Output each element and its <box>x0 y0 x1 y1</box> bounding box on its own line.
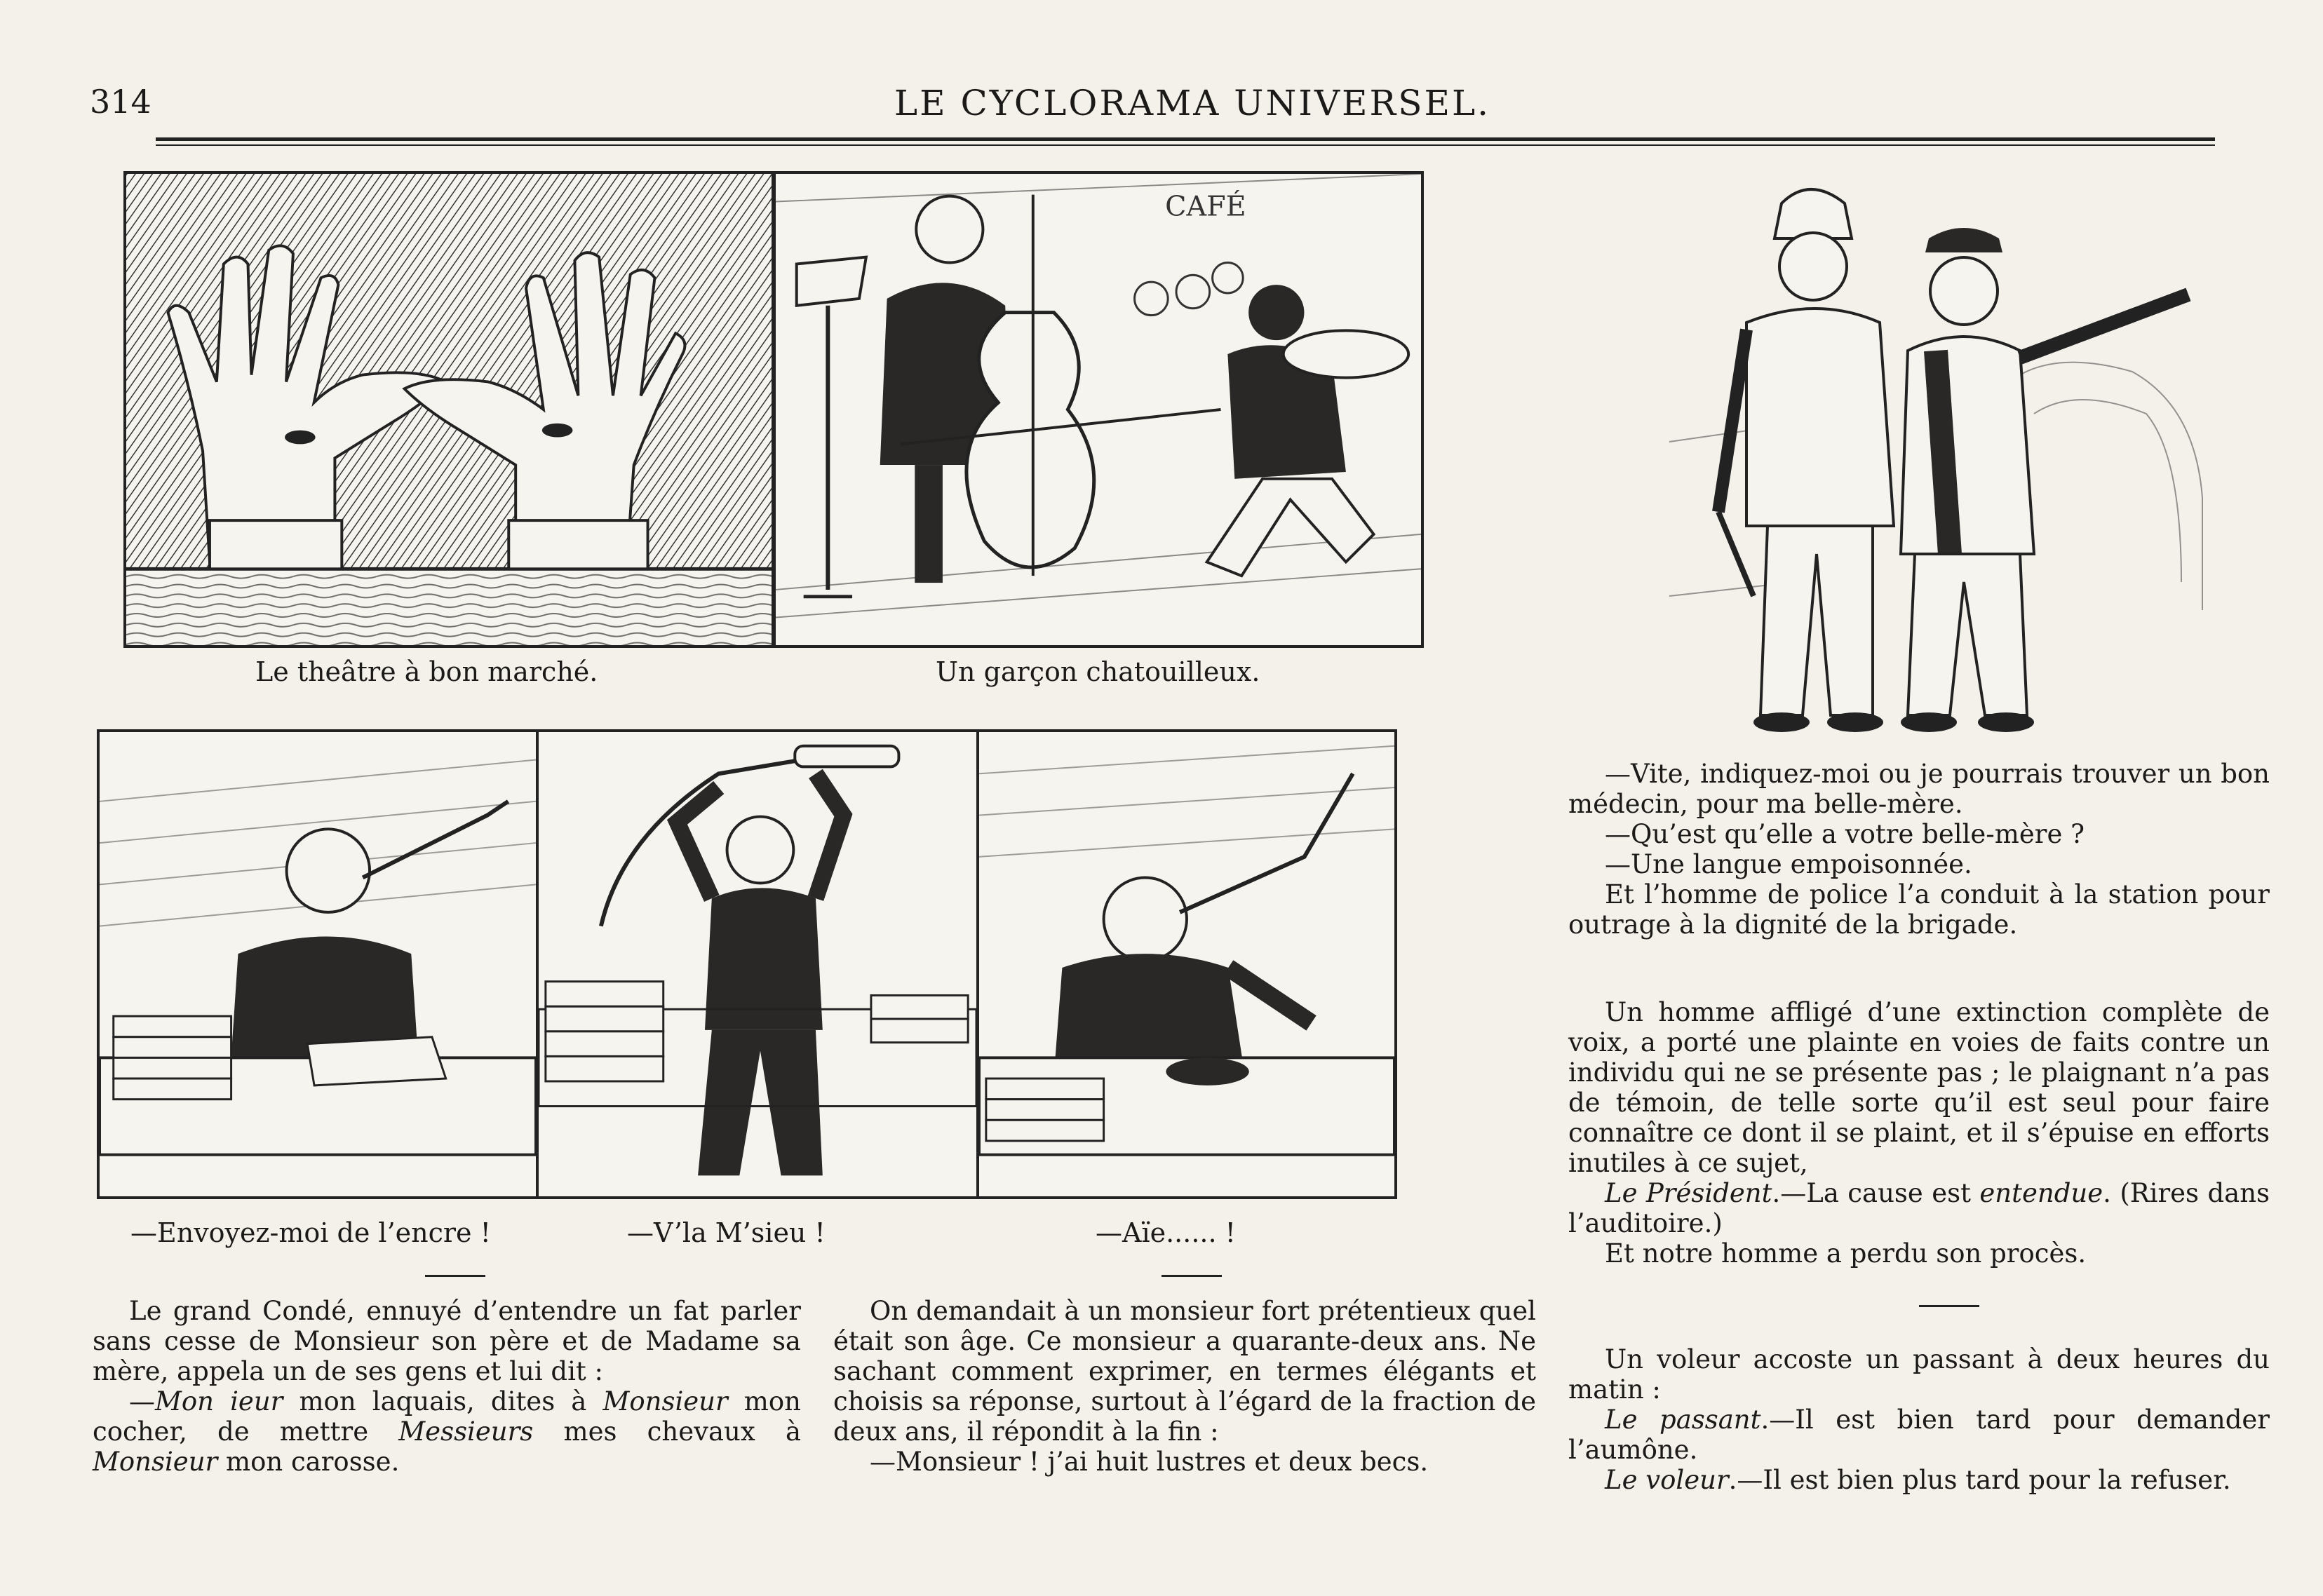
running-title: LE CYCLORAMA UNIVERSEL. <box>894 83 1491 123</box>
separator-right <box>1919 1305 1979 1307</box>
hands-drawing <box>126 174 772 645</box>
panel-2-drawing <box>539 732 976 1196</box>
police-line-1: —Vite, indiquez-moi ou je pourrais trouver un bon médecin, pour ma belle-mère. <box>1568 759 2270 819</box>
age-paragraph-1: On demandait à un monsieur fort prétentieux quel était son âge. Ce monsieur a quarante-deux ans. Ne sachant comment exprimer, en termes élégants et choisis sa réponse, surtout à l’égard de la fraction de deux ans, il répondit à la fin : <box>833 1296 1536 1447</box>
page-number: 314 <box>90 83 152 121</box>
police-line-2: —Qu’est qu’elle a votre belle-mère ? <box>1605 819 2085 849</box>
voice-paragraph-3: Et notre homme a perdu son procès. <box>1605 1238 2087 1269</box>
police-line-3: —Une langue empoisonnée. <box>1605 849 1972 879</box>
column-right <box>1568 759 2270 1495</box>
age-paragraph-2: —Monsieur ! j’ai huit lustres et deux becs. <box>870 1447 1429 1477</box>
illustration-cellist <box>773 171 1424 648</box>
column-left <box>93 1296 801 1477</box>
caption-strip-1: —Envoyez-moi de l’encre ! <box>130 1217 491 1248</box>
thief-paragraph-1: Un voleur accoste un passant à deux heures du matin : <box>1568 1344 2270 1405</box>
illustration-hands-theatre <box>123 171 774 648</box>
thief-paragraph-3: Le voleur.—Il est bien plus tard pour la refuser. <box>1605 1465 2231 1495</box>
header-rule <box>156 137 2215 141</box>
separator-right-wrap <box>1568 1269 2270 1344</box>
cafe-sign: CAFÉ <box>1165 190 1246 223</box>
strip-panel-2 <box>536 729 979 1199</box>
strip-panel-1 <box>97 729 539 1199</box>
police-line-4: Et l’homme de police l’a conduit à la station pour outrage à la dignité de la brigade. <box>1568 879 2270 940</box>
policeman-drawing <box>1641 161 2237 750</box>
panel-3-drawing <box>979 732 1394 1196</box>
strip-panel-3 <box>976 729 1397 1199</box>
caption-strip-3: —Aïe...... ! <box>1096 1217 1236 1248</box>
panel-1-drawing <box>100 732 536 1196</box>
separator-middle <box>1162 1275 1222 1277</box>
thief-paragraph-2: Le passant.—Il est bien tard pour demander l’aumône. <box>1568 1405 2270 1465</box>
conde-paragraph-1: Le grand Condé, ennuyé d’entendre un fat parler sans cesse de Monsieur son père et de Madame sa mère, appela un de ses gens et lui dit : <box>93 1296 801 1386</box>
separator-left <box>425 1275 485 1277</box>
column-middle <box>833 1296 1536 1477</box>
caption-ticklish-waiter: Un garçon chatouilleux. <box>936 656 1260 687</box>
header-rule-thin <box>156 144 2215 146</box>
illustration-policeman <box>1641 161 2237 750</box>
voice-paragraph-1: Un homme affligé d’une extinction complète de voix, a porté une plainte en voies de faits contre un individu qui ne se présente pas ; le plaignant n’a pas de témoin, de telle sorte qu’il est seul pour faire connaître ce dont il se plaint, et il s’épuise en efforts inutiles à ce sujet, <box>1568 997 2270 1178</box>
voice-paragraph-2: Le Président.—La cause est entendue. (Rires dans l’auditoire.) <box>1568 1178 2270 1238</box>
caption-hands-theatre: Le theâtre à bon marché. <box>255 656 598 687</box>
caption-strip-2: —V’la M’sieu ! <box>627 1217 826 1248</box>
cellist-drawing <box>776 174 1421 645</box>
conde-paragraph-2: —Mon ieur mon laquais, dites à Monsieur mon cocher, de mettre Messieurs mes chevaux à Monsieur mon carosse. <box>93 1386 802 1477</box>
